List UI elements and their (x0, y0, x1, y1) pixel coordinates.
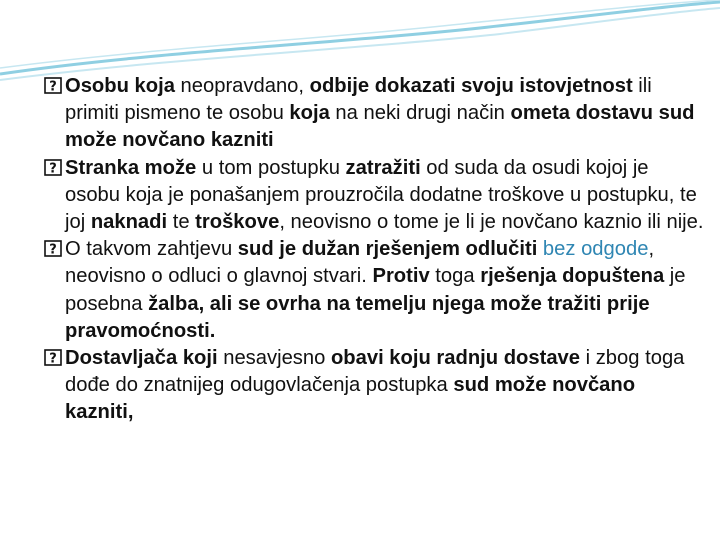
text-run: , neovisno o tome je li je novčano kaznio ili nije. (279, 211, 704, 234)
text-run: Protiv (372, 265, 430, 288)
text-run: ili primiti pismeno te osobu (65, 75, 652, 125)
bullet-paragraph (44, 155, 704, 237)
bullet-paragraph (44, 73, 704, 155)
replacement-char-icon (44, 240, 62, 257)
text-run: Dostavljača koji (65, 347, 218, 370)
text-run: rješenja dopuštena (480, 265, 665, 288)
bullet-paragraph (44, 236, 704, 345)
slide-body (44, 73, 704, 427)
replacement-char-icon (44, 77, 62, 94)
text-run: toga (429, 265, 481, 288)
svg-text:?: ? (49, 242, 57, 258)
text-run: te (167, 211, 196, 234)
replacement-char-icon (44, 349, 62, 366)
text-run: sud je dužan rješenjem odlučiti (237, 238, 538, 261)
text-run: obavi koju radnju dostave (330, 347, 581, 370)
text-run: je posebna (65, 265, 686, 315)
text-run: na neki drugi način (329, 102, 511, 125)
text-run: koja (289, 102, 330, 125)
text-run: , neovisno o odluci o glavnoj stvari. (65, 238, 655, 288)
text-run: zatražiti (345, 156, 421, 179)
bullet-paragraph (44, 345, 704, 427)
text-run: u tom postupku (196, 156, 346, 179)
text-run: ometa dostavu sud može novčano kazniti (65, 102, 695, 152)
replacement-char-icon (44, 159, 62, 176)
svg-text:?: ? (49, 351, 57, 367)
text-run: odbije dokazati svoju istovjetnost (309, 75, 633, 97)
svg-text:?: ? (49, 161, 57, 176)
text-run: O takvom zahtjevu (65, 238, 238, 261)
text-run: Stranka može (65, 156, 197, 179)
text-run: žalba, ali se ovrha na temelju njega može tražiti prije pravomoćnosti. (65, 292, 650, 342)
svg-text:?: ? (49, 79, 57, 94)
text-run: neopravdano, (174, 75, 310, 97)
text-run: nesavjesno (217, 347, 331, 370)
text-run: bez odgode (542, 238, 649, 261)
text-run: od suda da osudi kojoj je osobu koja je ponašanjem prouzročila dodatne troškove u postupku, te joj (65, 156, 697, 234)
text-run: i zbog toga dođe do znatnijeg odugovlačenja postupka (65, 347, 685, 397)
text-run: troškove (195, 211, 280, 234)
text-run: sud može novčano kazniti, (65, 374, 636, 424)
text-run: Osobu koja (65, 75, 175, 97)
text-run: naknadi (90, 211, 168, 234)
